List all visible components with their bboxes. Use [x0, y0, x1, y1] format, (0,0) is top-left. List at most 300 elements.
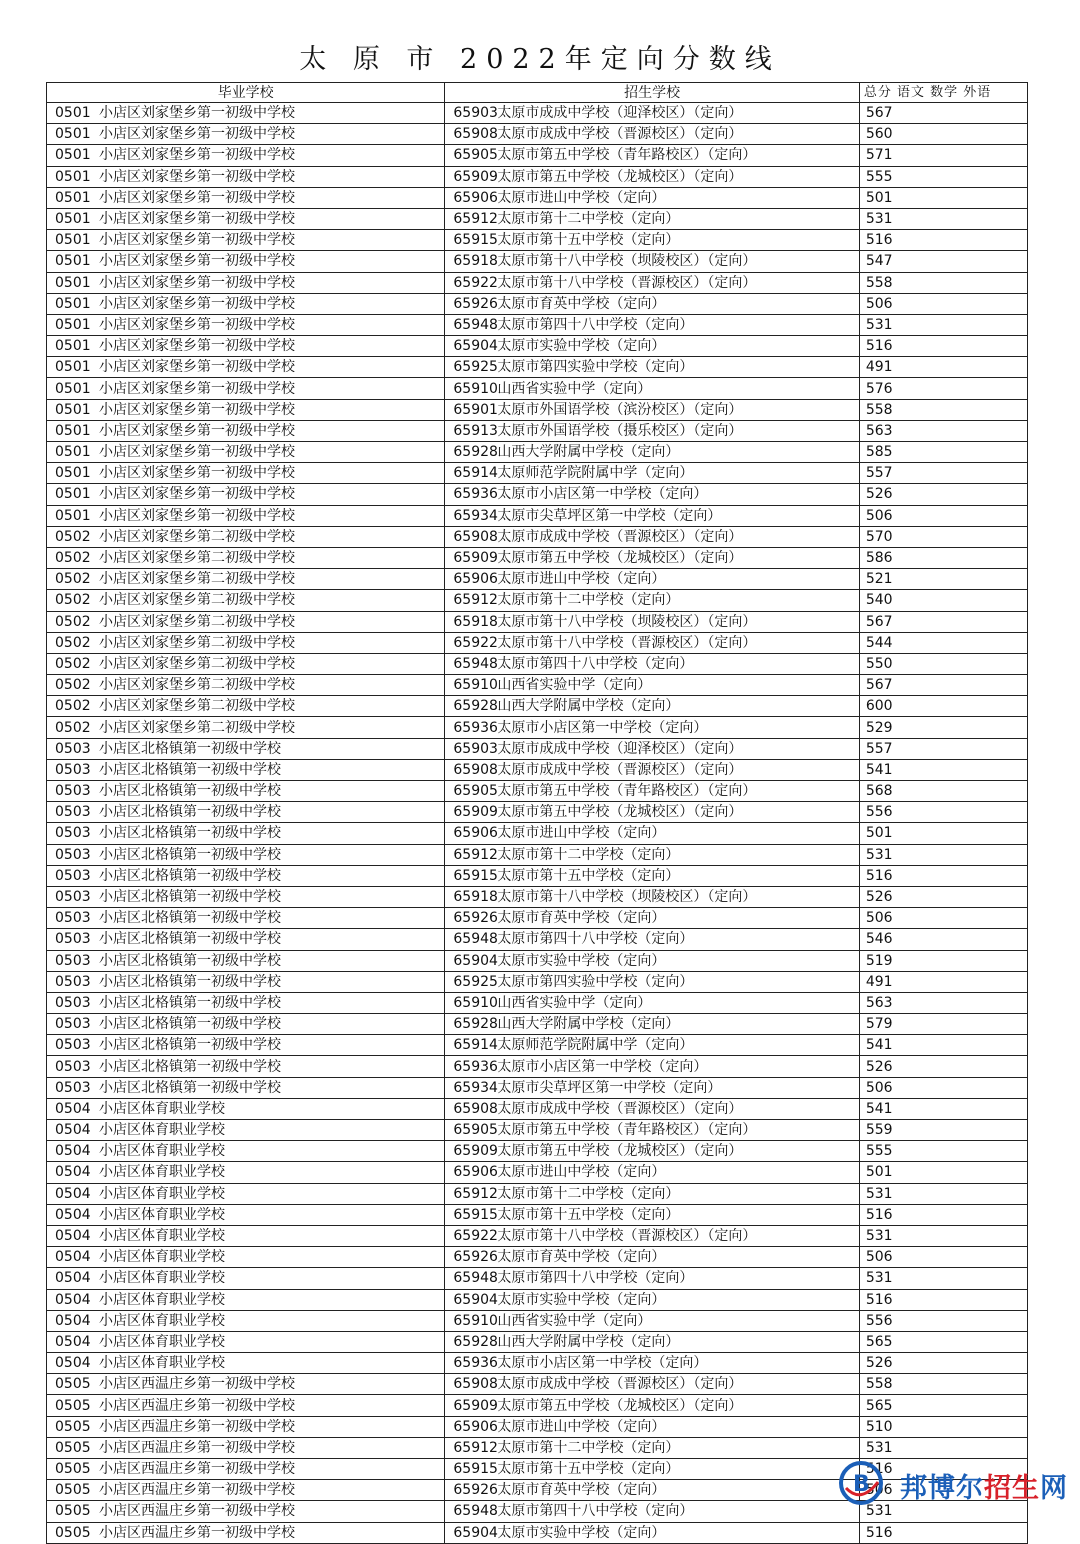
- graduate-school-code: 0503: [55, 804, 91, 821]
- graduate-school-name: 小店区刘家堡乡第一初级中学校: [99, 189, 295, 206]
- admission-school-name: 太原市实验中学校（定向）: [497, 338, 666, 355]
- admission-school-cell: [445, 781, 859, 802]
- total-score-cell: 568: [859, 781, 1027, 802]
- graduate-school-cell: [47, 103, 445, 124]
- admission-school-name: 太原市育英中学校（定向）: [497, 1249, 666, 1266]
- graduate-school-code: 0503: [55, 910, 91, 927]
- table-row: [47, 1225, 1028, 1246]
- table-row: [47, 696, 1028, 717]
- graduate-school-name: 小店区北格镇第一初级中学校: [99, 931, 281, 948]
- graduate-school-cell: [47, 378, 445, 399]
- graduate-school-name: 小店区西温庄乡第一初级中学校: [99, 1397, 295, 1414]
- graduate-school-code: 0501: [55, 253, 91, 270]
- admission-school-name: 太原市第十八中学校（晋源校区）（定向）: [497, 274, 757, 291]
- admission-school-name: 太原市第四实验中学校（定向）: [497, 359, 694, 376]
- admission-school-cell: [445, 1162, 859, 1183]
- table-row: [47, 1289, 1028, 1310]
- admission-school-name: 太原市第十五中学校（定向）: [497, 867, 680, 884]
- graduate-school-name: 小店区体育职业学校: [99, 1164, 225, 1181]
- admission-school-code: 65910: [453, 380, 498, 397]
- total-score-cell: 501: [859, 187, 1027, 208]
- total-score-cell: 519: [859, 950, 1027, 971]
- graduate-school-code: 0503: [55, 973, 91, 990]
- admission-school-name: 太原市成成中学校（晋源校区）（定向）: [497, 1376, 743, 1393]
- table-row: [47, 653, 1028, 674]
- table-row: [47, 399, 1028, 420]
- admission-school-name: 太原市第五中学校（龙城校区）（定向）: [497, 804, 743, 821]
- graduate-school-name: 小店区刘家堡乡第一初级中学校: [99, 253, 295, 270]
- table-row: [47, 971, 1028, 992]
- admission-school-cell: [445, 463, 859, 484]
- graduate-school-name: 小店区刘家堡乡第二初级中学校: [99, 655, 295, 672]
- total-score-cell: 506: [859, 1077, 1027, 1098]
- total-score-cell: 557: [859, 738, 1027, 759]
- table-row: [47, 886, 1028, 907]
- table-row: [47, 1183, 1028, 1204]
- graduate-school-cell: [47, 526, 445, 547]
- admission-school-cell: [445, 1077, 859, 1098]
- admission-school-code: 65912: [453, 1439, 498, 1456]
- table-row: [47, 251, 1028, 272]
- admission-school-cell: [445, 1289, 859, 1310]
- graduate-school-code: 0505: [55, 1397, 91, 1414]
- admission-school-name: 太原市第四十八中学校（定向）: [497, 1270, 694, 1287]
- graduate-school-code: 0504: [55, 1312, 91, 1329]
- graduate-school-name: 小店区北格镇第一初级中学校: [99, 1016, 281, 1033]
- graduate-school-cell: [47, 314, 445, 335]
- graduate-school-code: 0502: [55, 613, 91, 630]
- total-score-cell: 516: [859, 865, 1027, 886]
- graduate-school-cell: [47, 336, 445, 357]
- table-row: [47, 1395, 1028, 1416]
- graduate-school-cell: [47, 1268, 445, 1289]
- graduate-school-cell: [47, 208, 445, 229]
- admission-school-code: 65912: [453, 846, 498, 863]
- admission-school-cell: [445, 971, 859, 992]
- table-row: [47, 632, 1028, 653]
- graduate-school-code: 0501: [55, 338, 91, 355]
- site-name: [900, 1466, 1068, 1505]
- graduate-school-code: 0504: [55, 1333, 91, 1350]
- graduate-school-cell: [47, 1204, 445, 1225]
- table-row: [47, 908, 1028, 929]
- table-row: [47, 992, 1028, 1013]
- admission-school-code: 65914: [453, 465, 498, 482]
- total-score-cell: 586: [859, 547, 1027, 568]
- graduate-school-code: 0502: [55, 592, 91, 609]
- admission-school-code: 65901: [453, 401, 498, 418]
- graduate-school-code: 0501: [55, 232, 91, 249]
- graduate-school-code: 0504: [55, 1291, 91, 1308]
- admission-school-code: 65908: [453, 126, 498, 143]
- graduate-school-name: 小店区体育职业学校: [99, 1206, 225, 1223]
- admission-school-code: 65905: [453, 1122, 498, 1139]
- graduate-school-cell: [47, 1056, 445, 1077]
- admission-school-code: 65936: [453, 486, 498, 503]
- admission-school-code: 65948: [453, 1270, 498, 1287]
- table-row: [47, 166, 1028, 187]
- graduate-school-name: 小店区体育职业学校: [99, 1185, 225, 1202]
- table-row: [47, 1077, 1028, 1098]
- admission-school-code: 65905: [453, 783, 498, 800]
- admission-school-cell: [445, 1120, 859, 1141]
- admission-school-code: 65906: [453, 825, 498, 842]
- table-row: [47, 802, 1028, 823]
- graduate-school-code: 0504: [55, 1143, 91, 1160]
- graduate-school-code: 0502: [55, 677, 91, 694]
- graduate-school-cell: [47, 187, 445, 208]
- total-score-cell: 585: [859, 442, 1027, 463]
- graduate-school-name: 小店区刘家堡乡第一初级中学校: [99, 465, 295, 482]
- admission-school-cell: [445, 1225, 859, 1246]
- admission-school-name: 太原市外国语学校（摄乐校区）（定向）: [497, 422, 743, 439]
- admission-school-cell: [445, 442, 859, 463]
- graduate-school-name: 小店区刘家堡乡第二初级中学校: [99, 719, 295, 736]
- admission-school-code: 65922: [453, 1228, 498, 1245]
- graduate-school-cell: [47, 293, 445, 314]
- admission-school-name: 太原市第十二中学校（定向）: [497, 211, 680, 228]
- total-score-cell: 557: [859, 463, 1027, 484]
- graduate-school-code: 0501: [55, 147, 91, 164]
- admission-school-cell: [445, 717, 859, 738]
- table-row: [47, 865, 1028, 886]
- total-score-cell: 558: [859, 399, 1027, 420]
- graduate-school-cell: [47, 696, 445, 717]
- admission-school-cell: [445, 950, 859, 971]
- graduate-school-cell: [47, 251, 445, 272]
- total-score-cell: 516: [859, 230, 1027, 251]
- graduate-school-name: 小店区刘家堡乡第一初级中学校: [99, 147, 295, 164]
- table-row: [47, 1331, 1028, 1352]
- admission-school-name: 太原市进山中学校（定向）: [497, 189, 666, 206]
- graduate-school-cell: [47, 166, 445, 187]
- admission-school-cell: [445, 1459, 859, 1480]
- admission-school-cell: [445, 166, 859, 187]
- admission-school-cell: [445, 187, 859, 208]
- admission-school-cell: [445, 230, 859, 251]
- admission-school-cell: [445, 145, 859, 166]
- graduate-school-cell: [47, 547, 445, 568]
- admission-school-cell: [445, 802, 859, 823]
- total-score-cell: 567: [859, 103, 1027, 124]
- admission-school-code: 65913: [453, 422, 498, 439]
- graduate-school-code: 0505: [55, 1376, 91, 1393]
- total-score-cell: 501: [859, 823, 1027, 844]
- graduate-school-name: 小店区北格镇第一初级中学校: [99, 1037, 281, 1054]
- admission-school-code: 65914: [453, 1037, 498, 1054]
- graduate-school-cell: [47, 505, 445, 526]
- graduate-school-cell: [47, 865, 445, 886]
- graduate-school-cell: [47, 442, 445, 463]
- graduate-school-name: 小店区北格镇第一初级中学校: [99, 804, 281, 821]
- admission-school-cell: [445, 844, 859, 865]
- graduate-school-code: 0503: [55, 1037, 91, 1054]
- graduate-school-cell: [47, 759, 445, 780]
- graduate-school-name: 小店区北格镇第一初级中学校: [99, 889, 281, 906]
- admission-school-name: 太原市第五中学校（龙城校区）（定向）: [497, 168, 743, 185]
- total-score-cell: 563: [859, 992, 1027, 1013]
- graduate-school-code: 0501: [55, 274, 91, 291]
- table-row: [47, 759, 1028, 780]
- table-row: [47, 823, 1028, 844]
- admission-school-code: 65915: [453, 867, 498, 884]
- table-row: [47, 420, 1028, 441]
- total-score-cell: 540: [859, 590, 1027, 611]
- total-score-cell: 555: [859, 1141, 1027, 1162]
- graduate-school-code: 0502: [55, 550, 91, 567]
- admission-school-cell: [445, 124, 859, 145]
- graduate-school-name: 小店区刘家堡乡第一初级中学校: [99, 380, 295, 397]
- admission-school-code: 65915: [453, 232, 498, 249]
- admission-school-code: 65906: [453, 189, 498, 206]
- graduate-school-cell: [47, 230, 445, 251]
- graduate-school-name: 小店区体育职业学校: [99, 1122, 225, 1139]
- graduate-school-code: 0505: [55, 1461, 91, 1478]
- graduate-school-name: 小店区刘家堡乡第一初级中学校: [99, 316, 295, 333]
- total-score-cell: 570: [859, 526, 1027, 547]
- graduate-school-cell: [47, 675, 445, 696]
- table-row: [47, 717, 1028, 738]
- graduate-school-cell: [47, 802, 445, 823]
- admission-school-cell: [445, 357, 859, 378]
- graduate-school-cell: [47, 653, 445, 674]
- admission-school-name: 太原市小店区第一中学校（定向）: [497, 1058, 708, 1075]
- admission-school-code: 65909: [453, 804, 498, 821]
- total-score-cell: 541: [859, 1098, 1027, 1119]
- graduate-school-code: 0501: [55, 316, 91, 333]
- table-row: [47, 547, 1028, 568]
- admission-school-name: 太原市第十二中学校（定向）: [497, 1439, 680, 1456]
- table-row: [47, 187, 1028, 208]
- admission-school-code: 65915: [453, 1461, 498, 1478]
- total-score-cell: 544: [859, 632, 1027, 653]
- total-score-cell: 547: [859, 251, 1027, 272]
- graduate-school-code: 0503: [55, 1058, 91, 1075]
- admission-school-name: 太原市进山中学校（定向）: [497, 571, 666, 588]
- graduate-school-code: 0505: [55, 1439, 91, 1456]
- table-row: [47, 1416, 1028, 1437]
- admission-school-code: 65926: [453, 295, 498, 312]
- total-score-cell: 516: [859, 1522, 1027, 1543]
- header-admission-school: 招生学校: [445, 83, 859, 103]
- graduate-school-cell: [47, 1225, 445, 1246]
- total-score-cell: 563: [859, 420, 1027, 441]
- table-row: [47, 1056, 1028, 1077]
- total-score-cell: 565: [859, 1331, 1027, 1352]
- graduate-school-name: 小店区刘家堡乡第一初级中学校: [99, 444, 295, 461]
- graduate-school-name: 小店区刘家堡乡第一初级中学校: [99, 401, 295, 418]
- graduate-school-cell: [47, 1395, 445, 1416]
- graduate-school-code: 0503: [55, 931, 91, 948]
- total-score-cell: 576: [859, 378, 1027, 399]
- graduate-school-cell: [47, 1459, 445, 1480]
- total-score-cell: 526: [859, 886, 1027, 907]
- total-score-cell: 565: [859, 1395, 1027, 1416]
- table-row: [47, 1098, 1028, 1119]
- graduate-school-cell: [47, 1522, 445, 1543]
- admission-school-code: 65936: [453, 719, 498, 736]
- total-score-cell: 600: [859, 696, 1027, 717]
- admission-school-name: 太原市第十二中学校（定向）: [497, 1185, 680, 1202]
- admission-school-code: 65926: [453, 1482, 498, 1499]
- table-row: [47, 336, 1028, 357]
- admission-school-cell: [445, 208, 859, 229]
- graduate-school-cell: [47, 929, 445, 950]
- graduate-school-name: 小店区体育职业学校: [99, 1100, 225, 1117]
- graduate-school-code: 0503: [55, 889, 91, 906]
- admission-school-code: 65912: [453, 211, 498, 228]
- graduate-school-code: 0503: [55, 740, 91, 757]
- admission-school-name: 太原市育英中学校（定向）: [497, 1482, 666, 1499]
- admission-school-cell: [445, 865, 859, 886]
- admission-school-code: 65908: [453, 528, 498, 545]
- admission-school-code: 65926: [453, 1249, 498, 1266]
- admission-school-cell: [445, 526, 859, 547]
- admission-school-code: 65903: [453, 740, 498, 757]
- admission-school-name: 太原市成成中学校（迎泽校区）（定向）: [497, 740, 743, 757]
- table-row: [47, 1141, 1028, 1162]
- admission-school-name: 太原市实验中学校（定向）: [497, 1524, 666, 1541]
- admission-school-cell: [445, 696, 859, 717]
- table-row: [47, 442, 1028, 463]
- admission-school-code: 65936: [453, 1355, 498, 1372]
- admission-school-name: 太原市第四十八中学校（定向）: [497, 1503, 694, 1520]
- graduate-school-cell: [47, 272, 445, 293]
- graduate-school-name: 小店区西温庄乡第一初级中学校: [99, 1418, 295, 1435]
- graduate-school-name: 小店区刘家堡乡第二初级中学校: [99, 634, 295, 651]
- graduate-school-code: 0501: [55, 105, 91, 122]
- graduate-school-code: 0502: [55, 528, 91, 545]
- graduate-school-code: 0504: [55, 1228, 91, 1245]
- graduate-school-code: 0504: [55, 1100, 91, 1117]
- graduate-school-code: 0503: [55, 867, 91, 884]
- site-logo-icon: [838, 1460, 884, 1506]
- graduate-school-name: 小店区北格镇第一初级中学校: [99, 1079, 281, 1096]
- admission-school-name: 太原市第四实验中学校（定向）: [497, 973, 694, 990]
- graduate-school-code: 0503: [55, 994, 91, 1011]
- table-row: [47, 293, 1028, 314]
- total-score-cell: 558: [859, 272, 1027, 293]
- total-score-cell: 556: [859, 1310, 1027, 1331]
- graduate-school-name: 小店区北格镇第一初级中学校: [99, 973, 281, 990]
- graduate-school-cell: [47, 908, 445, 929]
- graduate-school-code: 0505: [55, 1524, 91, 1541]
- table-body: [47, 103, 1028, 1544]
- table-row: [47, 378, 1028, 399]
- admission-school-name: 太原市第五中学校（青年路校区）（定向）: [497, 1122, 757, 1139]
- admission-school-code: 65909: [453, 1397, 498, 1414]
- graduate-school-name: 小店区刘家堡乡第一初级中学校: [99, 295, 295, 312]
- graduate-school-code: 0502: [55, 655, 91, 672]
- table-row: [47, 1014, 1028, 1035]
- graduate-school-cell: [47, 611, 445, 632]
- admission-school-code: 65926: [453, 910, 498, 927]
- admission-school-cell: [445, 1268, 859, 1289]
- score-table: [46, 82, 1028, 1544]
- table-row: [47, 1374, 1028, 1395]
- graduate-school-name: 小店区刘家堡乡第二初级中学校: [99, 528, 295, 545]
- table-row: [47, 463, 1028, 484]
- graduate-school-name: 小店区北格镇第一初级中学校: [99, 994, 281, 1011]
- total-score-cell: 526: [859, 1056, 1027, 1077]
- graduate-school-cell: [47, 1077, 445, 1098]
- admission-school-code: 65908: [453, 1376, 498, 1393]
- admission-school-code: 65906: [453, 571, 498, 588]
- admission-school-code: 65905: [453, 147, 498, 164]
- graduate-school-cell: [47, 950, 445, 971]
- admission-school-name: 太原市成成中学校（晋源校区）（定向）: [497, 761, 743, 778]
- admission-school-name: 太原市第四十八中学校（定向）: [497, 931, 694, 948]
- table-row: [47, 781, 1028, 802]
- admission-school-cell: [445, 759, 859, 780]
- table-row: [47, 272, 1028, 293]
- graduate-school-cell: [47, 484, 445, 505]
- graduate-school-code: 0502: [55, 719, 91, 736]
- graduate-school-cell: [47, 420, 445, 441]
- graduate-school-code: 0501: [55, 126, 91, 143]
- admission-school-cell: [445, 293, 859, 314]
- graduate-school-code: 0501: [55, 401, 91, 418]
- graduate-school-name: 小店区北格镇第一初级中学校: [99, 761, 281, 778]
- admission-school-cell: [445, 1056, 859, 1077]
- admission-school-code: 65928: [453, 1333, 498, 1350]
- admission-school-code: 65910: [453, 994, 498, 1011]
- graduate-school-code: 0503: [55, 1016, 91, 1033]
- table-row: [47, 1120, 1028, 1141]
- graduate-school-name: 小店区刘家堡乡第一初级中学校: [99, 168, 295, 185]
- graduate-school-cell: [47, 992, 445, 1013]
- admission-school-code: 65918: [453, 889, 498, 906]
- graduate-school-code: 0505: [55, 1482, 91, 1499]
- admission-school-cell: [445, 1480, 859, 1501]
- table-header: [47, 83, 1028, 103]
- graduate-school-code: 0503: [55, 952, 91, 969]
- admission-school-cell: [445, 590, 859, 611]
- admission-school-name: 太原市第四十八中学校（定向）: [497, 316, 694, 333]
- graduate-school-code: 0503: [55, 825, 91, 842]
- table-row: [47, 103, 1028, 124]
- admission-school-cell: [445, 378, 859, 399]
- admission-school-code: 65928: [453, 444, 498, 461]
- graduate-school-name: 小店区北格镇第一初级中学校: [99, 783, 281, 800]
- admission-school-cell: [445, 611, 859, 632]
- admission-school-name: 山西大学附属中学校（定向）: [497, 698, 680, 715]
- total-score-cell: 506: [859, 1247, 1027, 1268]
- admission-school-name: 太原市第十五中学校（定向）: [497, 1461, 680, 1478]
- admission-school-cell: [445, 908, 859, 929]
- graduate-school-name: 小店区刘家堡乡第二初级中学校: [99, 677, 295, 694]
- admission-school-cell: [445, 251, 859, 272]
- admission-school-name: 太原市第十八中学校（坝陵校区）（定向）: [497, 889, 757, 906]
- graduate-school-cell: [47, 1120, 445, 1141]
- admission-school-name: 太原市第五中学校（龙城校区）（定向）: [497, 1397, 743, 1414]
- admission-school-cell: [445, 272, 859, 293]
- graduate-school-code: 0504: [55, 1249, 91, 1266]
- admission-school-name: 太原市成成中学校（迎泽校区）（定向）: [497, 105, 743, 122]
- admission-school-cell: [445, 675, 859, 696]
- admission-school-name: 太原市第十二中学校（定向）: [497, 592, 680, 609]
- admission-school-cell: [445, 653, 859, 674]
- graduate-school-cell: [47, 1141, 445, 1162]
- admission-school-name: 山西大学附属中学校（定向）: [497, 1333, 680, 1350]
- admission-school-name: 太原市成成中学校（晋源校区）（定向）: [497, 1100, 743, 1117]
- admission-school-name: 太原市小店区第一中学校（定向）: [497, 1355, 708, 1372]
- total-score-cell: 516: [859, 336, 1027, 357]
- admission-school-cell: [445, 1353, 859, 1374]
- admission-school-code: 65908: [453, 1100, 498, 1117]
- total-score-cell: 579: [859, 1014, 1027, 1035]
- admission-school-code: 65904: [453, 1291, 498, 1308]
